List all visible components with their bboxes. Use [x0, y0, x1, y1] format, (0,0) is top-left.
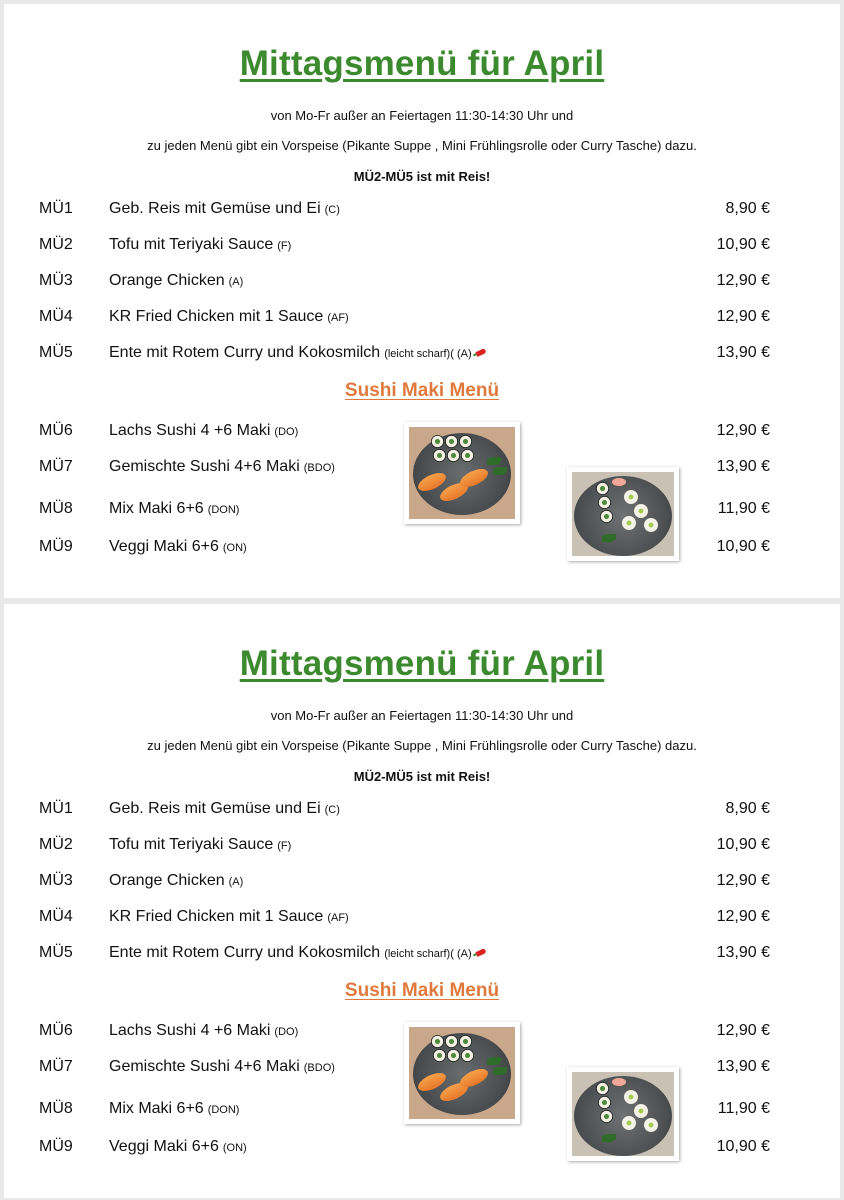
item-name: Veggi Maki 6+6 (ON) [109, 1138, 247, 1155]
item-price: 13,90 € [716, 458, 770, 475]
item-name: Tofu mit Teriyaki Sauce (F) [109, 236, 292, 253]
sushi-plate-photo [404, 422, 520, 524]
item-code: MÜ6 [39, 422, 73, 439]
item-code: MÜ7 [39, 458, 73, 475]
starter-info-text: zu jeden Menü gibt ein Vorspeise (Pikante Suppe , Mini Frühlingsrolle oder Curry Tasche) dazu. [147, 138, 697, 153]
starter-info-text: zu jeden Menü gibt ein Vorspeise (Pikante Suppe , Mini Frühlingsrolle oder Curry Tasche) dazu. [147, 738, 697, 753]
item-name: Tofu mit Teriyaki Sauce (F) [109, 836, 292, 853]
menu-item-mu4 [4, 308, 840, 332]
menu-page-1 [4, 4, 840, 598]
allergen-note: (leicht scharf)( (A) [384, 348, 472, 360]
item-name: Lachs Sushi 4 +6 Maki (DO) [109, 1022, 299, 1039]
item-code: MÜ8 [39, 500, 73, 517]
allergen-note: (DON) [207, 1104, 240, 1116]
menu-item-mu1 [4, 800, 840, 824]
item-code: MÜ4 [39, 908, 73, 925]
allergen-note: (C) [324, 204, 340, 216]
item-name: Lachs Sushi 4 +6 Maki (DO) [109, 422, 299, 439]
menu-page-2 [4, 604, 840, 1198]
allergen-note: (AF) [327, 912, 349, 924]
allergen-note: (DON) [207, 504, 240, 516]
menu-item-mu4 [4, 908, 840, 932]
item-price: 13,90 € [716, 344, 770, 361]
rice-info-text: MÜ2-MÜ5 ist mit Reis! [353, 169, 491, 184]
item-price: 11,90 € [717, 1100, 770, 1117]
item-code: MÜ6 [39, 1022, 73, 1039]
item-name: Ente mit Rotem Curry und Kokosmilch (leicht scharf)( (A) [109, 344, 486, 362]
item-price: 8,90 € [725, 800, 770, 817]
allergen-note: (DO) [274, 426, 299, 438]
item-price: 13,90 € [716, 944, 770, 961]
rice-info-text: MÜ2-MÜ5 ist mit Reis! [353, 769, 491, 784]
allergen-note: (C) [324, 804, 340, 816]
item-code: MÜ4 [39, 308, 73, 325]
chili-icon [475, 948, 486, 957]
allergen-note: (F) [277, 840, 292, 852]
item-name: Orange Chicken (A) [109, 872, 244, 889]
item-name: Gemischte Sushi 4+6 Maki (BDO) [109, 1058, 335, 1075]
item-price: 8,90 € [725, 200, 770, 217]
item-price: 10,90 € [716, 1138, 770, 1155]
item-code: MÜ9 [39, 538, 73, 555]
allergen-note: (BDO) [303, 462, 335, 474]
allergen-note: (A) [228, 876, 244, 888]
menu-title: Mittagsmenü für April [239, 44, 605, 83]
allergen-note: (DO) [274, 1026, 299, 1038]
item-price: 12,90 € [716, 1022, 770, 1039]
sushi-section-title: Sushi Maki Menü [344, 380, 500, 401]
menu-item-mu5 [4, 944, 840, 968]
item-name: KR Fried Chicken mit 1 Sauce (AF) [109, 308, 349, 325]
menu-item-mu2 [4, 836, 840, 860]
menu-item-mu2 [4, 236, 840, 260]
item-price: 12,90 € [716, 308, 770, 325]
item-name: KR Fried Chicken mit 1 Sauce (AF) [109, 908, 349, 925]
item-name: Mix Maki 6+6 (DON) [109, 500, 240, 517]
maki-plate-photo [567, 1067, 679, 1161]
item-name: Ente mit Rotem Curry und Kokosmilch (leicht scharf)( (A) [109, 944, 486, 962]
item-price: 10,90 € [716, 538, 770, 555]
item-code: MÜ5 [39, 344, 73, 361]
menu-item-mu9 [4, 1138, 840, 1162]
item-price: 11,90 € [717, 500, 770, 517]
item-price: 12,90 € [716, 908, 770, 925]
allergen-note: (ON) [222, 542, 247, 554]
allergen-note: (A) [228, 276, 244, 288]
menu-item-mu3 [4, 872, 840, 896]
item-code: MÜ3 [39, 272, 73, 289]
allergen-note: (ON) [222, 1142, 247, 1154]
item-price: 12,90 € [716, 872, 770, 889]
menu-item-mu1 [4, 200, 840, 224]
allergen-note: (leicht scharf)( (A) [384, 948, 472, 960]
item-code: MÜ8 [39, 1100, 73, 1117]
item-price: 12,90 € [716, 272, 770, 289]
allergen-note: (AF) [327, 312, 349, 324]
menu-item-mu9 [4, 538, 840, 562]
item-name: Mix Maki 6+6 (DON) [109, 1100, 240, 1117]
item-code: MÜ2 [39, 836, 73, 853]
maki-plate-photo [567, 467, 679, 561]
opening-hours-text: von Mo-Fr außer an Feiertagen 11:30-14:30 Uhr und [270, 708, 574, 723]
item-code: MÜ3 [39, 872, 73, 889]
item-code: MÜ1 [39, 200, 73, 217]
opening-hours-text: von Mo-Fr außer an Feiertagen 11:30-14:30 Uhr und [270, 108, 574, 123]
item-price: 12,90 € [716, 422, 770, 439]
item-price: 10,90 € [716, 236, 770, 253]
item-name: Geb. Reis mit Gemüse und Ei (C) [109, 200, 340, 217]
chili-icon [475, 348, 486, 357]
allergen-note: (F) [277, 240, 292, 252]
allergen-note: (BDO) [303, 1062, 335, 1074]
menu-item-mu3 [4, 272, 840, 296]
item-name: Geb. Reis mit Gemüse und Ei (C) [109, 800, 340, 817]
item-price: 10,90 € [716, 836, 770, 853]
item-price: 13,90 € [716, 1058, 770, 1075]
sushi-plate-photo [404, 1022, 520, 1124]
item-code: MÜ1 [39, 800, 73, 817]
item-name: Veggi Maki 6+6 (ON) [109, 538, 247, 555]
item-code: MÜ7 [39, 1058, 73, 1075]
menu-title: Mittagsmenü für April [239, 644, 605, 683]
item-code: MÜ5 [39, 944, 73, 961]
menu-item-mu5 [4, 344, 840, 368]
sushi-section-title: Sushi Maki Menü [344, 980, 500, 1001]
item-name: Gemischte Sushi 4+6 Maki (BDO) [109, 458, 335, 475]
item-name: Orange Chicken (A) [109, 272, 244, 289]
item-code: MÜ9 [39, 1138, 73, 1155]
item-code: MÜ2 [39, 236, 73, 253]
